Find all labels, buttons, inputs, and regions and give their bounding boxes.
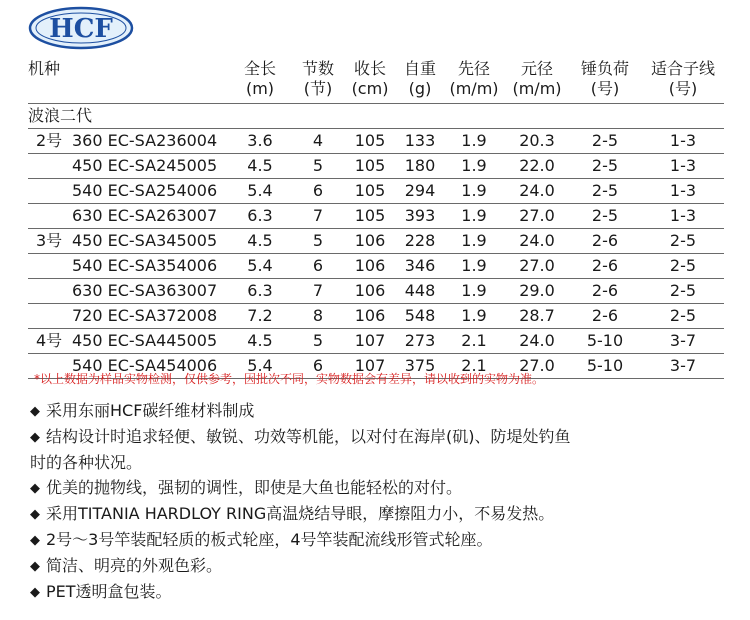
diamond-icon: ◆ xyxy=(30,559,40,574)
table-section-row xyxy=(28,104,724,129)
cell-weight: 448 xyxy=(398,279,442,304)
cell-weight: 133 xyxy=(398,129,442,154)
cell-closed-length: 105 xyxy=(342,154,398,179)
table-row xyxy=(28,229,724,254)
rod-grade: 4号 xyxy=(36,331,63,350)
cell-sinker-load: 5-10 xyxy=(568,329,642,354)
cell-sinker-load: 2-5 xyxy=(568,154,642,179)
header-length: 全长 (m) xyxy=(226,56,294,104)
cell-closed-length: 105 xyxy=(342,179,398,204)
table-row xyxy=(28,279,724,304)
cell-leader-line: 2-5 xyxy=(642,254,724,279)
cell-tip-diameter: 1.9 xyxy=(442,229,506,254)
cell-leader-line: 2-5 xyxy=(642,279,724,304)
cell-leader-line: 2-5 xyxy=(642,229,724,254)
cell-butt-diameter: 24.0 xyxy=(506,229,568,254)
cell-tip-diameter: 2.1 xyxy=(442,354,506,379)
model-code: 540 EC-SA254006 xyxy=(72,181,218,200)
cell-length: 4.5 xyxy=(226,229,294,254)
header-sections: 节数 (节) xyxy=(294,56,342,104)
cell-length: 4.5 xyxy=(226,329,294,354)
cell-closed-length: 107 xyxy=(342,354,398,379)
model-code: 360 EC-SA236004 xyxy=(72,131,218,150)
cell-butt-diameter: 28.7 xyxy=(506,304,568,329)
table-row xyxy=(28,154,724,179)
cell-sinker-load: 2-6 xyxy=(568,304,642,329)
cell-butt-diameter: 27.0 xyxy=(506,204,568,229)
feature-item: ◆ 2号～3号竿装配轻质的板式轮座，4号竿装配流线形管式轮座。 xyxy=(30,527,730,553)
cell-sections: 6 xyxy=(294,254,342,279)
header-sinker-load: 锤负荷 (号) xyxy=(568,56,642,104)
cell-closed-length: 106 xyxy=(342,254,398,279)
cell-butt-diameter: 24.0 xyxy=(506,179,568,204)
cell-leader-line: 1-3 xyxy=(642,129,724,154)
cell-butt-diameter: 20.3 xyxy=(506,129,568,154)
cell-tip-diameter: 1.9 xyxy=(442,179,506,204)
cell-tip-diameter: 1.9 xyxy=(442,154,506,179)
cell-length: 6.3 xyxy=(226,204,294,229)
model-code: 630 EC-SA363007 xyxy=(72,281,218,300)
cell-sections: 6 xyxy=(294,179,342,204)
cell-sections: 7 xyxy=(294,204,342,229)
cell-length: 5.4 xyxy=(226,354,294,379)
feature-item-continued: 时的各种状况。 xyxy=(30,453,143,472)
model-code: 450 EC-SA345005 xyxy=(72,231,218,250)
cell-closed-length: 106 xyxy=(342,279,398,304)
header-weight: 自重 (g) xyxy=(398,56,442,104)
diamond-icon: ◆ xyxy=(30,430,40,445)
cell-sinker-load: 2-5 xyxy=(568,129,642,154)
table-row xyxy=(28,204,724,229)
cell-leader-line: 3-7 xyxy=(642,329,724,354)
cell-length: 4.5 xyxy=(226,154,294,179)
cell-butt-diameter: 22.0 xyxy=(506,154,568,179)
diamond-icon: ◆ xyxy=(30,507,40,522)
cell-weight: 294 xyxy=(398,179,442,204)
header-tip-diameter: 先径 (m/m) xyxy=(442,56,506,104)
cell-sections: 7 xyxy=(294,279,342,304)
cell-sinker-load: 2-6 xyxy=(568,229,642,254)
cell-butt-diameter: 24.0 xyxy=(506,329,568,354)
cell-weight: 180 xyxy=(398,154,442,179)
diamond-icon: ◆ xyxy=(30,533,40,548)
cell-sinker-load: 2-5 xyxy=(568,179,642,204)
diamond-icon: ◆ xyxy=(30,585,40,600)
table-row xyxy=(28,304,724,329)
cell-tip-diameter: 1.9 xyxy=(442,129,506,154)
cell-length: 6.3 xyxy=(226,279,294,304)
table-header-row xyxy=(28,56,724,104)
cell-closed-length: 105 xyxy=(342,204,398,229)
cell-tip-diameter: 1.9 xyxy=(442,279,506,304)
model-code: 450 EC-SA245005 xyxy=(72,156,218,175)
feature-item: ◆ 优美的抛物线，强韧的调性，即使是大鱼也能轻松的对付。 xyxy=(30,475,730,501)
cell-tip-diameter: 1.9 xyxy=(442,254,506,279)
cell-leader-line: 2-5 xyxy=(642,304,724,329)
model-code: 630 EC-SA263007 xyxy=(72,206,218,225)
cell-length: 5.4 xyxy=(226,254,294,279)
rod-grade: 3号 xyxy=(36,231,63,250)
feature-item: ◆ 采用东丽HCF碳纤维材料制成 xyxy=(30,398,730,424)
cell-weight: 346 xyxy=(398,254,442,279)
model-code: 540 EC-SA454006 xyxy=(72,356,218,375)
cell-tip-diameter: 1.9 xyxy=(442,304,506,329)
model-code: 720 EC-SA372008 xyxy=(72,306,218,325)
diamond-icon: ◆ xyxy=(30,481,40,496)
hcf-logo xyxy=(28,6,134,50)
cell-closed-length: 106 xyxy=(342,229,398,254)
cell-length: 7.2 xyxy=(226,304,294,329)
table-row xyxy=(28,179,724,204)
cell-weight: 375 xyxy=(398,354,442,379)
cell-closed-length: 105 xyxy=(342,129,398,154)
cell-weight: 228 xyxy=(398,229,442,254)
cell-sinker-load: 2-6 xyxy=(568,254,642,279)
cell-sections: 5 xyxy=(294,329,342,354)
cell-tip-diameter: 1.9 xyxy=(442,204,506,229)
cell-leader-line: 1-3 xyxy=(642,204,724,229)
header-model: 机种 xyxy=(28,56,226,104)
cell-butt-diameter: 27.0 xyxy=(506,254,568,279)
cell-butt-diameter: 29.0 xyxy=(506,279,568,304)
header-closed-length: 收长 (cm) xyxy=(342,56,398,104)
cell-butt-diameter: 27.0 xyxy=(506,354,568,379)
feature-item: ◆ 结构设计时追求轻便、敏锐、功效等机能，以对付在海岸(矶)、防堤处钓鱼 xyxy=(30,424,730,450)
cell-leader-line: 3-7 xyxy=(642,354,724,379)
model-code: 450 EC-SA445005 xyxy=(72,331,218,350)
cell-weight: 548 xyxy=(398,304,442,329)
table-row xyxy=(28,129,724,154)
cell-sections: 6 xyxy=(294,354,342,379)
cell-sections: 4 xyxy=(294,129,342,154)
spec-table xyxy=(28,56,724,379)
header-leader-line: 适合子线 (号) xyxy=(642,56,724,104)
feature-item: ◆ 简洁、明亮的外观色彩。 xyxy=(30,553,730,579)
cell-leader-line: 1-3 xyxy=(642,154,724,179)
cell-tip-diameter: 2.1 xyxy=(442,329,506,354)
cell-length: 3.6 xyxy=(226,129,294,154)
feature-list xyxy=(30,398,730,605)
cell-length: 5.4 xyxy=(226,179,294,204)
cell-sinker-load: 5-10 xyxy=(568,354,642,379)
rod-grade: 2号 xyxy=(36,131,63,150)
cell-weight: 273 xyxy=(398,329,442,354)
cell-sections: 5 xyxy=(294,229,342,254)
table-row xyxy=(28,329,724,354)
feature-item: ◆ PET透明盒包装。 xyxy=(30,579,730,605)
cell-leader-line: 1-3 xyxy=(642,179,724,204)
diamond-icon: ◆ xyxy=(30,404,40,419)
model-code: 540 EC-SA354006 xyxy=(72,256,218,275)
section-title: 波浪二代 xyxy=(28,104,724,129)
cell-sinker-load: 2-6 xyxy=(568,279,642,304)
feature-item: ◆ 采用TITANIA HARDLOY RING高温烧结导眼，摩擦阻力小，不易发热。 xyxy=(30,501,730,527)
cell-sinker-load: 2-5 xyxy=(568,204,642,229)
cell-sections: 8 xyxy=(294,304,342,329)
header-butt-diameter: 元径 (m/m) xyxy=(506,56,568,104)
disclaimer-note: *以上数据为样品实物检测，仅供参考，因批次不同，实物数据会有差异，请以收到的实物为准。 xyxy=(34,372,545,386)
cell-sections: 5 xyxy=(294,154,342,179)
cell-weight: 393 xyxy=(398,204,442,229)
cell-closed-length: 106 xyxy=(342,304,398,329)
logo-text: HCF xyxy=(49,14,113,44)
cell-closed-length: 107 xyxy=(342,329,398,354)
table-row xyxy=(28,254,724,279)
